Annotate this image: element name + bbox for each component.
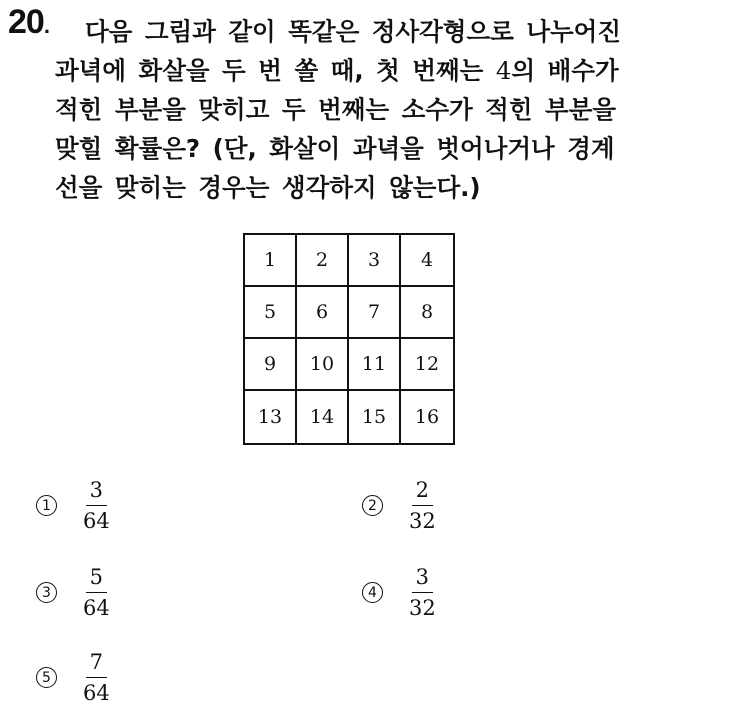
target-grid [243, 233, 455, 445]
choice-5-fraction [79, 650, 114, 705]
choice-3-marker: 3 [36, 582, 57, 603]
choice-4-marker: 4 [362, 582, 383, 603]
target-cell: 3 [349, 235, 401, 287]
question-line-3: 적힌 부분을 맞히고 두 번째는 소수가 적힌 부분을 [55, 95, 617, 124]
target-cell: 14 [297, 391, 349, 443]
target-cell: 2 [297, 235, 349, 287]
choice-4-denominator: 32 [409, 596, 436, 620]
choice-2-marker: 2 [362, 495, 383, 516]
choice-4-fraction [405, 565, 440, 620]
target-cell: 8 [401, 287, 453, 339]
choice-3[interactable] [36, 565, 114, 620]
choice-3-denominator: 64 [83, 596, 110, 620]
choice-5-marker: 5 [36, 667, 57, 688]
question-number [8, 2, 49, 46]
choice-1-fraction [79, 478, 114, 533]
choice-1[interactable] [36, 478, 114, 533]
choice-2-fraction [405, 478, 440, 533]
question-number-value: 20 [8, 3, 44, 41]
target-cell: 15 [349, 391, 401, 443]
choice-1-denominator: 64 [83, 509, 110, 533]
choice-3-numerator: 5 [86, 565, 107, 593]
question-line-2-head: 과녁에 화살을 두 번 쏠 때, 첫 번째는 [55, 56, 496, 85]
target-cell: 13 [245, 391, 297, 443]
target-cell: 16 [414, 406, 440, 428]
question-number-mark: . [43, 13, 49, 38]
choice-5-denominator: 64 [83, 681, 110, 705]
target-cell: 5 [245, 287, 297, 339]
choice-2-numerator: 2 [412, 478, 433, 506]
question-line-5: 선을 맞히는 경우는 생각하지 않는다.) [55, 173, 481, 202]
target-cell: 12 [401, 339, 453, 391]
choice-5-numerator: 7 [86, 650, 107, 678]
question-line-2-tail: 의 배수가 [511, 56, 619, 85]
question-line-1: 다음 그림과 같이 똑같은 정사각형으로 나누어진 [85, 17, 621, 46]
target-cell: 10 [297, 339, 349, 391]
choice-5[interactable] [36, 650, 114, 705]
choice-3-fraction [79, 565, 114, 620]
question-text [55, 12, 720, 207]
choice-4-numerator: 3 [412, 565, 433, 593]
target-cell: 7 [349, 287, 401, 339]
question-line-2 [55, 51, 720, 90]
choice-1-marker: 1 [36, 495, 57, 516]
choice-2[interactable] [362, 478, 440, 533]
target-cell: 9 [245, 339, 297, 391]
target-cell: 11 [349, 339, 401, 391]
question-line-4: 맞힐 확률은? (단, 화살이 과녁을 벗어나거나 경계 [55, 134, 615, 163]
choice-1-numerator: 3 [86, 478, 107, 506]
question-line-2-number: 4 [495, 56, 512, 85]
choice-2-denominator: 32 [409, 509, 436, 533]
target-cell: 6 [297, 287, 349, 339]
target-cell: 4 [401, 235, 453, 287]
choice-4[interactable] [362, 565, 440, 620]
target-cell: 1 [245, 235, 297, 287]
